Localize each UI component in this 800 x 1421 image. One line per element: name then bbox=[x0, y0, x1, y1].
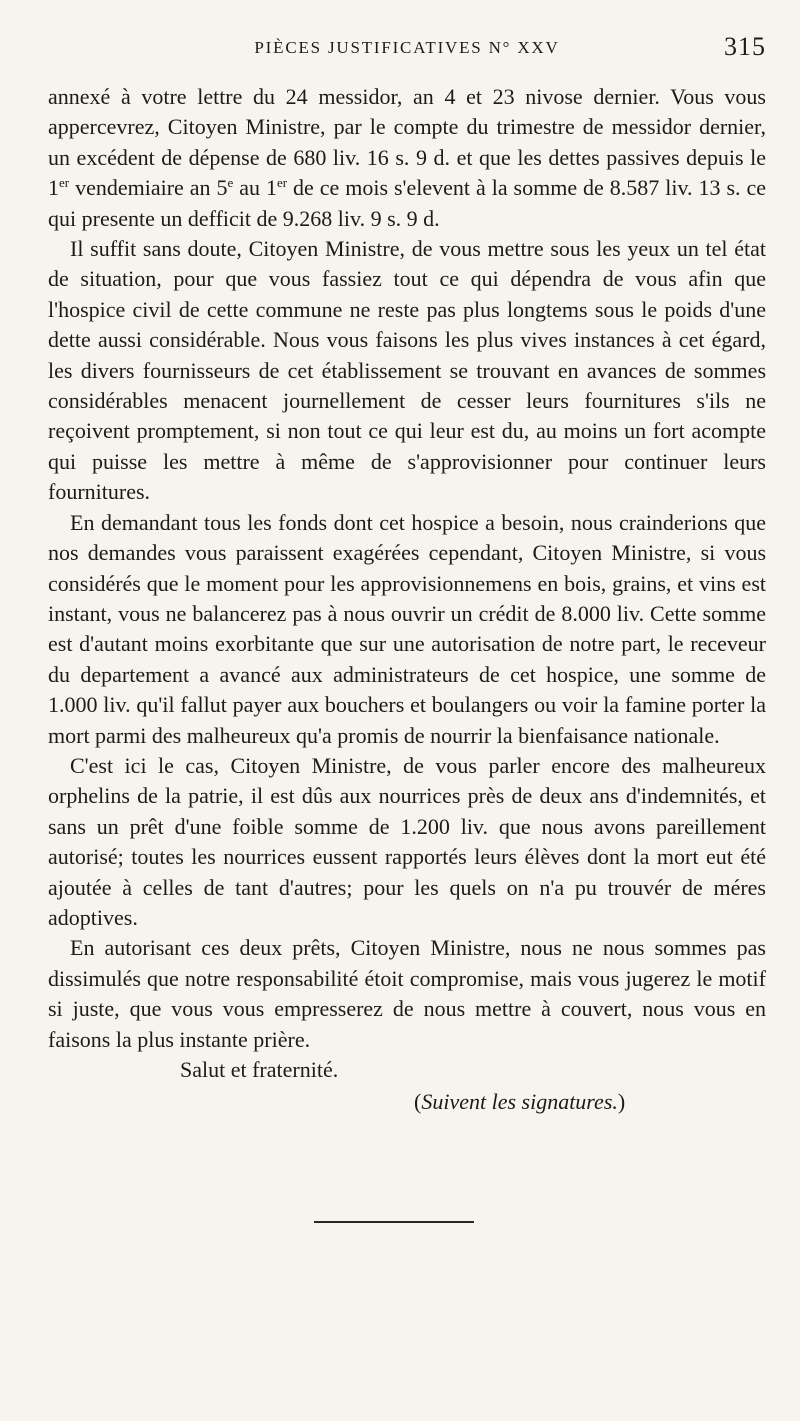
superscript-er-2: er bbox=[276, 175, 288, 191]
page-number: 315 bbox=[724, 32, 766, 61]
paragraph-1 bbox=[48, 82, 766, 234]
signatures-open-paren: ( bbox=[414, 1089, 422, 1115]
paragraph-5: En autorisant ces deux prêts, Citoyen Ministre, nous ne nous sommes pas dissimulés que notre responsabilité étoit compromise, mais vous jugerez le motif si juste, que vous vous empresserez de nous mettre à couvert, nous vous en faisons la plus instante prière. bbox=[48, 935, 766, 1052]
running-title: PIÈCES JUSTIFICATIVES N° XXV bbox=[254, 38, 560, 57]
page-header bbox=[48, 32, 766, 68]
superscript-e: e bbox=[227, 175, 234, 191]
salutation: Salut et fraternité. bbox=[180, 1057, 339, 1082]
signatures-text: Suivent les signatures. bbox=[421, 1089, 618, 1115]
paragraph-2: Il suffit sans doute, Citoyen Ministre, de vous mettre sous les yeux un tel état de situation, pour que vous fassiez tout ce qui dépendra de vous afin que l'hospice civil de cette commune ne reste pas plus longtems sous le poids d'une dette aussi considérable. Nous vous faisons les plus vives instances à cet égard, les divers fournisseurs de cet établissement se trouvant en avances de sommes considérables menacent journellement de cesser leurs fournitures s'ils ne reçoivent promptement, si non tout ce qui leur est du, au moins un fort acompte qui puisse les mettre à même de s'approvisionner pour continuer leurs fournitures. bbox=[48, 236, 766, 505]
signatures-close-paren: ) bbox=[617, 1089, 626, 1115]
paragraph-1-part-4: de ce mois s'elevent à la somme de 8.587 liv. 13 s. ce qui presente un defficit de 9.268 liv. 9 s. 9 d. bbox=[48, 175, 766, 231]
body-text bbox=[48, 82, 766, 1118]
superscript-er-1: er bbox=[59, 175, 70, 191]
end-rule-divider bbox=[314, 1221, 474, 1223]
paragraph-1-part-3: au 1 bbox=[233, 175, 277, 201]
paragraph-4: C'est ici le cas, Citoyen Ministre, de vous parler encore des malheureux orphelins de la patrie, il est dûs aux nourrices près de deux ans d'indemnités, et sans un prêt d'une foible somme de 1.200 liv. que nous avons pareillement autorisé; toutes les nourrices eussent rapportés leurs élèves dont la mort eut été ajoutée à celles de tant d'autres; pour les quels on n'a pu trouvér de méres adoptives. bbox=[48, 752, 766, 930]
paragraph-3: En demandant tous les fonds dont cet hospice a besoin, nous crainderions que nos demandes vous paraissent exagérées cependant, Citoyen Ministre, si vous considérés que le moment pour les approvisionnemens en bois, grains, et vins est instant, vous ne balancerez pas à nous ouvrir un crédit de 8.000 liv. Cette somme est d'autant moins exorbitante que sur une autorisation de notre part, le receveur du departement a avancé aux administrateurs de cet hospice, une somme de 1.000 liv. qu'il fallut payer aux bouchers et boulangers ou voir la famine porter la mort parmi des malheureux qu'a promis de nourrir la bienfaisance nationale. bbox=[48, 509, 766, 748]
paragraph-1-part-2: vendemiaire an 5 bbox=[69, 175, 228, 201]
paragraph-1-part-1: annexé à votre lettre du 24 messidor, an 4 et 23 nivose dernier. Vous vous appercevrez, Citoyen Ministre, par le compte du trimestre de messidor dernier, un excédent de dépense de 680 liv. 16 s. 9 d. et que les dettes passives depuis le 1 bbox=[48, 84, 766, 201]
signatures-note bbox=[48, 1085, 766, 1117]
